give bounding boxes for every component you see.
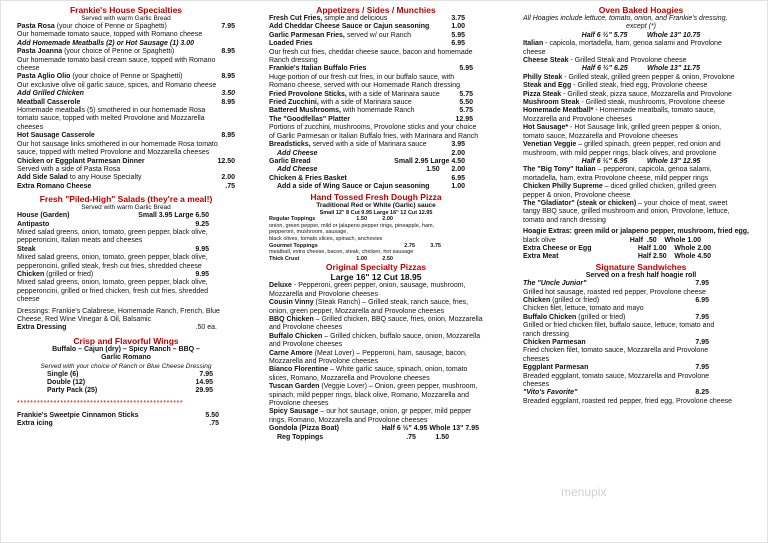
menu-item-pasta-aglio-olio: Pasta Aglio Olio (your choice of Penne or Spaghetti) 8.95 [17,73,235,81]
menu-item-bbq-chicken: BBQ Chicken – Grilled chicken, BBQ sauce, fries, onion, Mozzarella [269,315,483,323]
menu-item-cinnamon-sticks: Frankie's Sweetpie Cinnamon Sticks 5.50 [17,411,219,419]
section-subtitle: Served on a fresh half hoagie roll [585,271,697,279]
menu-item-garlic-fries: Garlic Parmesan Fries, served w/ our Ranch 5.95 [269,31,465,39]
item-description: pepperoncini, grilled or fried chicken, fresh cut fries, shredded [17,287,209,295]
menu-item-spicy-sausage: Spicy Sausage – our hot sausage, onion, gr pepper, mild pepper [269,408,472,416]
menu-item-buffalo-chicken-pizza: Buffalo Chicken – Grilled chicken, buffalo sauce, onion, Mozzarella [269,332,481,340]
menu-item-chicken-philly-supreme: Chicken Philly Supreme – diced grilled chicken, grilled green [523,183,716,191]
section-title-pizza: Hand Tossed Fresh Dough Pizza [310,191,442,202]
item-description: tomato and ranch dressing [523,216,606,224]
menu-item-chicken-salad: Chicken (grilled or fried) 9.95 [17,270,209,278]
item-description: tomato sauce, Mozzarella and Provolone cheeses [523,132,678,140]
menu-item-hot-sausage-hoagie: Hot Sausage* - Hot Sausage link, grilled green pepper & onion, [523,124,722,132]
item-description: onion, green pepper, mild or jalapeno pepper rings, pineapple, ham, [269,222,435,229]
item-description: and Provolone cheeses [269,341,343,349]
menu-item-extra-dressing: Extra Dressing .50 ea. [17,324,217,332]
item-description: pepperoni, mushroom, sausage, [269,229,348,236]
menu-item-cheese-steak: Cheese Steak - Grilled Steak and Provolone cheese [523,57,687,65]
menu-item-extra-meat: Extra Meat Half 2.50 Whole 4.50 [523,253,711,261]
wing-flavors: Garlic Romano [101,354,151,362]
item-description: Romano cheese, served with our Homemade Ranch dressing [269,82,461,90]
item-description: rings, Romano, Mozzarella and Provolone cheeses [269,416,428,424]
menu-item-venetian-veggie: Venetian Veggie – grilled spinach, green pepper, red onion and [523,141,721,149]
item-description: Ranch dressing [269,57,318,65]
menu-item-side-salad: Add Side Salad to any House Specialty 2.00 [17,174,235,182]
item-description: Breaded eggplant, tomato sauce, Mozzarella and Provolone [523,372,710,380]
menu-item-add-cheese: Add Cheese 2.00 [277,149,465,157]
menu-item-bianco-florentine: Bianco Florentine – White garlic sauce, spinach, onion, tomato [269,366,468,374]
menu-column-right [523,5,759,406]
item-description: Our exclusive olive oil garlic sauce, spices, and Romano cheese [17,81,217,89]
item-description: cheese [17,296,40,304]
menu-item-chicken-sandwich: Chicken (grilled or fried) 6.95 [523,297,709,304]
item-description: spinach, mild pepper rings, black olive, Romano, Mozzarella and [269,391,469,399]
hoagie-note: All Hoagies include lettuce, tomato, onion, and Frankie's dressing, [523,15,728,22]
hoagie-price-tier: Half 6 ½" 6.25 Whole 13" 11.75 [581,65,701,73]
section-subtitle: Served with warm Garlic Bread [81,204,171,212]
item-description: meatball, extra cheese, bacon, steak, chicken, hot sausage [269,249,414,256]
menu-item-goodfellas-platter: The "Goodfellas" Platter 12.95 [269,115,473,123]
item-description: sauce, topped with melted Provolone and Mozzarella cheeses [17,149,210,157]
item-description: slices, Romano, Mozzarella and Provolone cheeses [269,374,430,382]
menu-item-extra-romano: Extra Romano Cheese .75 [17,182,235,190]
hoagie-price-tier: Half 6 ½" 6.95 Whole 13" 12.95 [581,157,701,165]
item-description: Mozzarella and Provolone cheeses [269,357,378,365]
menu-item-pasta-joanna: Pasta Joanna (your choice of Penne or Spaghetti) 8.95 [17,48,235,56]
menu-item-steak-and-egg: Steak and Egg - Grilled steak, fried egg, Provolone cheese [523,82,708,90]
menu-item-eggplant-parmesan: Eggplant Parmesan 7.95 [523,364,709,372]
hoagie-note: except (*) [626,23,656,31]
menu-item-wings-single: Single (6) 7.95 [47,370,213,378]
item-description: pepperoncini, Italian meats and cheeses [17,237,143,245]
section-title-sandwiches: Signature Sandwiches [595,261,687,272]
item-description: mushroom, with mild pepper rings, black olives, and provolone [523,149,717,157]
item-description: Huge portion of our fresh cut fries, in our buffalo sauce, with [269,73,455,81]
item-description: black olives, tomato slices, spinach, anchovies [269,235,383,242]
item-description: Our hot sausage links smothered in our homemade Rosa tomato [17,140,218,148]
menu-item-hot-sausage-casserole: Hot Sausage Casserole 8.95 [17,132,235,140]
menu-item-cousin-vinny: Cousin Vinny (Steak Ranch) – Grilled steak, ranch sauce, fries, [269,299,469,307]
item-description: Mixed salad greens, onion, tomato, green pepper, black olive, [17,254,208,262]
item-description: cheeses [17,123,44,131]
menu-item-add-cheese: Add Cheese 1.50 2.00 [277,166,465,174]
menu-item-mushroom-steak: Mushroom Steak - Grilled steak, mushrooms, Provolone cheese [523,99,725,107]
menu-item-antipasto: Antipasto 9.25 [17,220,209,228]
item-description: Provolone cheeses [269,399,329,407]
section-title-wings: Crisp and Flavorful Wings [73,335,179,346]
pizza-sizes: Small 12" 8 Cut 9.95 Large 16" 12 Cut 12.95 [319,209,433,216]
item-description: Homemade meatballs (5) smothered in our homemade Rosa [17,107,206,115]
menu-item-house-salad: House (Garden) Small 3.95 Large 6.50 [17,212,209,220]
section-title-specialty-pizzas: Original Specialty Pizzas [325,262,427,273]
menu-item-meatball-hoagie: Homemade Meatball* - Homemade meatballs, tomato sauce, [523,107,716,115]
menu-item-chicken-parmesan: Chicken Parmesan 7.95 [523,339,709,347]
item-description: ranch dressing [523,330,569,338]
item-description: Our fresh cut fries, cheddar cheese sauce, bacon and homemade [269,48,473,56]
item-description: pepper & onion, Provolone cheese [523,191,631,199]
hoagie-extras: Hoagie Extras: green mild or jalapeno pepper, mushroom, fried egg, [523,228,749,236]
menu-item-buffalo-chicken-sandwich: Buffalo Chicken (grilled or fried) 7.95 [523,313,709,321]
item-description: tangy BBQ sauce, grilled mushroom and onion, Provolone, lettuce, [523,208,730,216]
menu-item-wings-party-pack: Party Pack (25) 29.95 [47,387,213,395]
menu-item-italian-hoagie: Italian - capicola, mortadella, ham, genoa salami and Provolone [523,40,722,48]
menu-item-provolone-sticks: Fried Provolone Sticks, with a side of Marinara sauce 5.75 [269,90,473,98]
section-title-appetizers: Appetizers / Sides / Munchies [316,5,436,15]
menu-item-deluxe: Deluxe - Pepperoni, green pepper, onion, sausage, mushroom, [269,282,466,290]
menu-item-big-tony: The "Big Tony" Italian – pepperoni, capicola, genoa salami, [523,166,712,174]
menu-item-buffalo-fries: Frankie's Italian Buffalo Fries 5.95 [269,65,473,73]
menu-item-breadsticks: Breadsticks, served with a side of Marinara sauce 3.95 [269,141,465,149]
item-description: Mixed salad greens, onion, tomato, green pepper, black olive, [17,228,208,236]
menu-item-thick-crust: Thick Crust 1.00 2.50 [269,255,393,262]
item-description: Mozzarella and Provolone cheeses [523,115,632,123]
item-description: onion, green pepper, Mozzarella and Provolone cheeses [269,307,445,315]
item-description: Served with a side of Pasta Rosa [17,165,121,173]
menu-item-gondola-toppings: Reg Toppings .75 1.50 [277,433,449,441]
item-description: Our homemade tomato sauce, topped with Romano cheese [17,31,203,39]
wing-flavors: Buffalo – Cajun (dry) – Spicy Ranch – BBQ – [52,345,200,353]
section-title-house-specialties: Frankie's House Specialties [69,5,183,15]
menu-item-extra-icing: Extra icing .75 [17,420,219,428]
menu-item-loaded-fries: Loaded Fries 6.95 [269,40,465,48]
item-description: of Garlic Parmesan or Italian Buffalo fries, with Marinara and Ranch [269,132,479,140]
item-description: Chicken filet, lettuce, tomato and mayo [523,305,644,313]
hoagie-price-tier: Half 6 ½" 5.75 Whole 13" 10.75 [581,31,701,39]
menu-item-pasta-rosa: Pasta Rosa (your choice of Penne or Spaghetti) 7.95 [17,23,235,30]
menu-item-philly-steak: Philly Steak - Grilled steak, grilled green pepper & onion, Provolone [523,73,735,81]
star-divider: ************************************************** [17,399,184,407]
specialty-pizza-price: Large 16" 12 Cut 18.95 [330,272,422,283]
section-title-salads: Fresh "Piled-High" Salads (they're a meal!) [39,194,213,205]
menu-item-gourmet-toppings: Gourmet Toppings 2.75 3.75 [269,242,441,249]
item-description: Mixed salad greens, onion, tomato, green pepper, black olive, [17,279,208,287]
menu-item-gondola: Gondola (Pizza Boat) Half 6 ½" 4.95 Whole 13" 7.95 [269,425,479,433]
item-description: Mozzarella and Provolone cheeses [269,290,378,298]
menu-item-uncle-junior: The "Uncle Junior" 7.95 [523,280,709,288]
menu-item-extra-cheese-egg: Extra Cheese or Egg Half 1.00 Whole 2.00 [523,244,711,252]
menu-item-pizza-steak: Pizza Steak - Grilled steak, pizza sauce, Mozzarella and Provolone [523,90,732,98]
item-description: pepperoncini, grilled steak, fresh cut fries, shredded cheese [17,262,202,270]
menu-item-chicken-fries-basket: Chicken & Fries Basket 6.95 [269,174,465,182]
menu-item-extras-black-olive: black olive Half .50 Whole 1.00 [523,236,701,244]
item-description: cheeses [523,381,550,389]
menu-item-meatball-casserole: Meatball Casserole 8.95 [17,98,235,106]
item-description: Grilled hot sausage, roasted red pepper, Provolone cheese [523,288,706,296]
item-description: cheese [17,65,40,73]
item-description: Our homemade tomato basil cream sauce, topped with Romano [17,56,216,64]
menu-item-gladiator: The "Gladiator" (steak or chicken) – your choice of meat, sweet [523,199,728,207]
menu-item-parmesan-dinner: Chicken or Eggplant Parmesan Dinner 12.50 [17,157,235,165]
menu-item-wings-double: Double (12) 14.95 [47,379,213,387]
menu-item-wing-sauce: Add a side of Wing Sauce or Cajun seasoning 1.00 [277,183,465,191]
menu-item-regular-toppings: Regular Toppings 1.50 2.00 [269,216,393,223]
menu-item-vitos-favorite: "Vito's Favorite" 8.25 [523,389,709,397]
menu-item-add-grilled-chicken: Add Grilled Chicken 3.50 [17,90,235,98]
section-subtitle: Served with warm Garlic Bread [81,15,171,22]
menu-item-garlic-bread: Garlic Bread Small 2.95 Large 4.50 [269,157,465,165]
menu-column-left [17,5,235,429]
menu-item-fried-zucchini: Fried Zucchini, with a side of Marinara sauce 5.50 [269,99,473,107]
menu-item-add-cheddar: Add Cheddar Cheese Sauce or Cajun seasoning 1.00 [269,23,465,31]
dressings-list: Cheese, Red Wine Vinegar & Oil, Balsamic [17,316,152,323]
menu-item-tuscan-garden: Tuscan Garden (Veggie Lover) – Onion, green pepper, mushroom, [269,383,478,391]
item-description: tomato sauce, topped with melted Provolone and Mozzarella [17,115,205,123]
menu-item-battered-mushrooms: Battered Mushrooms, with homemade Ranch 5.75 [269,107,473,115]
wing-note: Served with your choice of Ranch or Blue Cheese Dressing [40,362,212,370]
item-description: cheese [523,48,546,56]
item-description: cheeses [523,355,550,363]
item-description: and Provolone cheeses [269,324,343,332]
menu-item-steak-salad: Steak 9.95 [17,245,209,253]
add-on-line: Add Homemade Meatballs (2) or Hot Sausage (1) 3.00 [17,39,194,47]
section-subtitle: Traditional Red or White (Garlic) sauce [316,201,436,209]
item-description: mortadella, ham, extra Provolone cheese, mild pepper rings [523,174,709,182]
watermark: menupix [561,485,607,499]
menu-column-middle [269,5,483,442]
item-description: Portions of zucchini, mushrooms, Provolone sticks and your choice [269,124,477,132]
menu-item-fresh-cut-fries: Fresh Cut Fries, simple and delicious 3.75 [269,15,465,22]
section-title-hoagies: Oven Baked Hoagies [598,5,684,15]
item-description: Fried chicken filet, tomato sauce, Mozzarella and Provolone [523,347,709,355]
item-description: Breaded eggplant, roasted red pepper, fried egg, Provolone cheese [523,397,732,405]
dressings-list: Dressings: Frankie's Calabrese, Homemade Ranch, French, Blue [17,307,220,315]
item-description: Grilled or fried chicken filet, buffalo sauce, lettuce, tomato and [523,322,715,330]
menu-item-carne-amore: Carne Amore (Meat Lover) – Pepperoni, ham, sausage, bacon, [269,349,467,357]
